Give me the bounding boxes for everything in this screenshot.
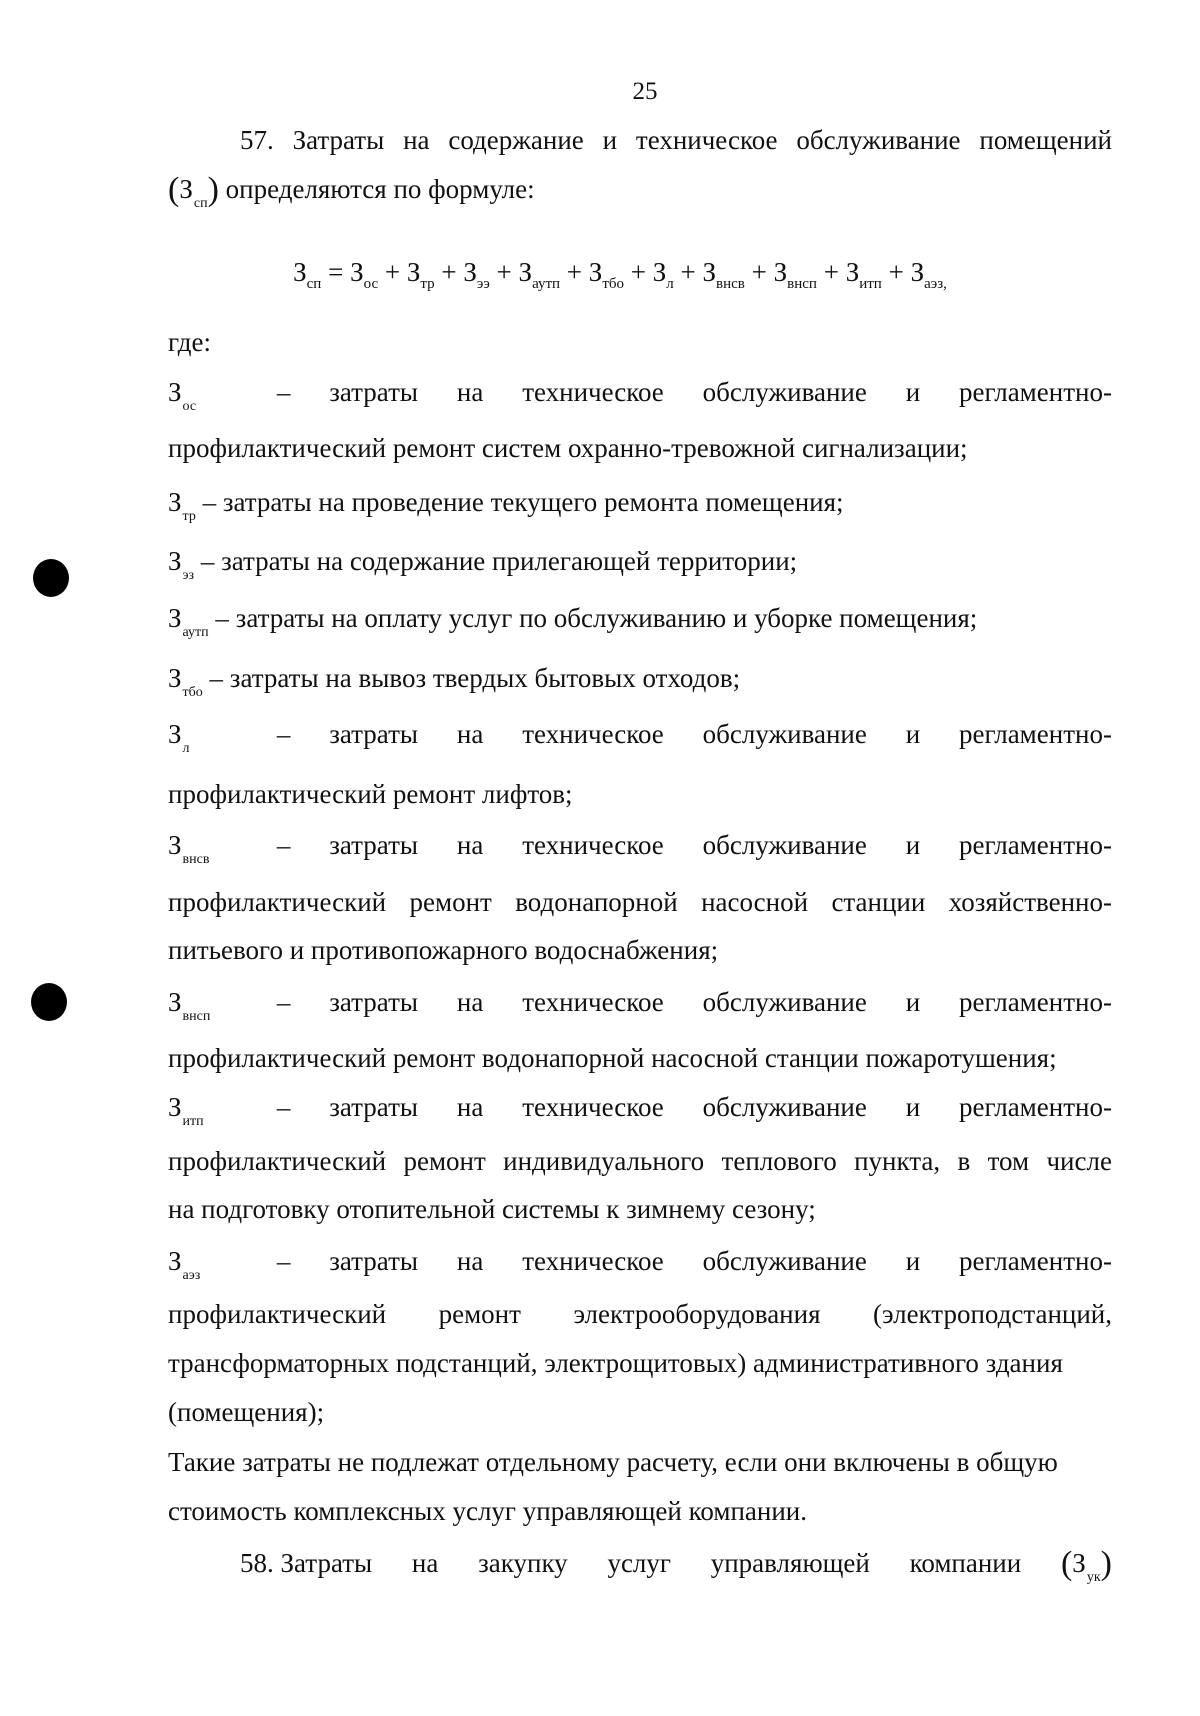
word: электрооборудования [573,1299,821,1329]
formula-plus: + [441,257,457,287]
word: станции [831,887,926,917]
word: числе [1046,1146,1112,1176]
formula-term-sub: внсп [787,276,817,292]
word: на [456,1246,484,1276]
definition-symbol: З [168,487,182,517]
word: закупку [478,1548,568,1578]
formula-plus: + [496,257,512,287]
definition-symbol: $З_{итп}$ [168,1092,204,1129]
paren-open: ( [168,171,180,208]
formula-term-sub: тр [420,276,435,292]
paren-close: ) [207,171,219,208]
word: затраты [329,987,419,1017]
formula-lhs-sub: сп [306,276,322,292]
definition-ez [168,543,1112,585]
word: ремонт [438,1299,521,1329]
definition-vnsp-cont: профилактический ремонт водонапорной насосной станции пожаротушения; [168,1043,1057,1073]
word: техническое [522,1246,664,1276]
word: ремонт [403,1146,486,1176]
word: в [957,1146,971,1176]
word: техническое [522,1092,664,1122]
definition-aez-cont [168,1296,1112,1332]
where-label: где: [168,327,211,357]
word: техническое [522,719,664,749]
definition-text: – затраты на содержание прилегающей территории; [200,546,798,576]
dash: – [276,987,291,1017]
formula-term: З [518,257,533,287]
formula-term-sub: внсв [716,276,745,292]
definition-l [168,716,1112,758]
word: профилактический [168,887,387,917]
formula-term: З [350,257,364,287]
word: 58. Затраты [240,1548,373,1578]
word: техническое [522,377,664,407]
word: и [905,830,921,860]
formula-term-sub: ээ [476,276,490,292]
paragraph-57-line1: 57. Затраты на содержание и техническое обслуживание помещений [240,125,1112,155]
word: услуг [607,1548,671,1578]
formula-plus: + [680,257,696,287]
word: и [905,1092,921,1122]
definition-tr [168,484,1112,526]
word: пункта, [854,1146,941,1176]
word: теплового [721,1146,837,1176]
word: индивидуального [503,1146,705,1176]
symbol-z-uk: $(З_{ук})$ [1060,1545,1112,1585]
definition-itp [168,1089,1112,1131]
definition-symbol: З [168,603,182,633]
formula-term: З [652,257,667,287]
punch-hole-mark [31,983,67,1021]
definition-text: – затраты на проведение текущего ремонта помещения; [202,487,844,517]
formula-plus: + [823,257,839,287]
definition-os-cont: профилактический ремонт систем охранно-тревожной сигнализации; [168,433,968,463]
definition-vnsv-cont2: питьевого и противопожарного водоснабжения; [168,935,719,965]
formula-lhs: З [293,257,307,287]
formula-term: З [588,257,603,287]
formula-term: З [910,257,925,287]
word: регламентно- [959,1246,1112,1276]
definition-symbol: $З_{внсв}$ [168,830,210,867]
punch-hole-mark [33,559,69,597]
formula-term: З [845,257,860,287]
definition-subscript: тр [182,509,196,524]
word: затраты [329,1092,419,1122]
word: обслуживание [702,987,867,1017]
definition-symbol: З [168,663,182,693]
formula-term-sub: итп [859,276,882,292]
formula-plus: + [566,257,583,287]
word: обслуживание [702,1092,867,1122]
word: ремонт [409,887,492,917]
formula-term-sub: ос [363,276,379,292]
definition-aez-cont3: (помещения); [168,1397,325,1427]
note-line2: стоимость комплексных услуг управляющей компании. [168,1496,807,1526]
definition-vnsv [168,827,1112,869]
dash: – [276,719,291,749]
note-line1: Такие затраты не подлежат отдельному расчету, если они включены в общую [168,1447,1058,1477]
word: обслуживание [702,377,867,407]
page-number: 25 [632,78,658,105]
definition-text: – затраты на вывоз твердых бытовых отходов; [209,663,741,693]
definition-autp [168,600,1112,642]
word: обслуживание [702,1246,867,1276]
word: техническое [522,830,664,860]
word: техническое [522,987,664,1017]
definition-symbol: $З_{внсп}$ [168,987,211,1024]
paragraph-57-line2 [168,170,1112,213]
word: на [456,377,484,407]
definition-symbol: З [168,546,182,576]
word: регламентно- [959,377,1112,407]
formula-term: З [463,257,477,287]
word: профилактический [168,1299,387,1329]
word: и [905,1246,921,1276]
definition-subscript: аутп [182,625,209,640]
word: водонапорной [515,887,678,917]
formula-end: , [943,276,947,292]
dash: – [276,1092,291,1122]
word: на [456,719,484,749]
word: (электроподстанций, [873,1299,1112,1329]
formula-term-sub: аэз [924,276,944,292]
word: том [987,1146,1030,1176]
formula-term: З [406,257,421,287]
formula-plus: + [751,257,767,287]
dash: – [276,1246,291,1276]
dash: – [276,830,291,860]
definition-symbol: $З_{ос}$ [168,377,197,414]
word: затраты [329,377,419,407]
formula-equals: = [328,257,344,287]
formula-term: З [702,257,717,287]
formula-term-sub: л [666,276,674,292]
formula-plus: + [888,257,904,287]
definition-tbo [168,660,1112,702]
definition-symbol: $З_л$ [168,719,190,756]
definition-subscript: эз [182,568,195,583]
word: на [456,830,484,860]
formula-plus: + [630,257,646,287]
definition-itp-cont2: на подготовку отопительной системы к зимнему сезону; [168,1194,816,1224]
definition-l-cont: профилактический ремонт лифтов; [168,779,573,809]
word: компании [909,1548,1022,1578]
dash: – [276,377,291,407]
definition-os [168,374,1112,416]
subscript: сп [193,196,208,211]
cost-formula [0,257,1200,292]
word: управляющей [710,1548,870,1578]
symbol-z: З [179,174,193,204]
definition-text: – затраты на оплату услуг по обслуживанию и уборке помещения; [215,603,978,633]
definition-aez [168,1243,1112,1285]
formula-term-sub: тбо [602,276,624,292]
word: насосной [701,887,809,917]
formula-plus: + [384,257,401,287]
word: затраты [329,830,419,860]
definition-vnsv-cont [168,884,1112,920]
word: и [905,719,921,749]
definition-vnsp [168,984,1112,1026]
paragraph-57-tail: определяются по формуле: [225,174,535,204]
definition-itp-cont [168,1143,1112,1179]
definition-symbol: $З_{аэз}$ [168,1246,201,1283]
word: регламентно- [959,1092,1112,1122]
word: регламентно- [959,830,1112,860]
word: обслуживание [702,830,867,860]
word: на [456,987,484,1017]
paragraph-58 [240,1544,1112,1587]
word: на [411,1548,439,1578]
word: регламентно- [959,719,1112,749]
word: хозяйственно- [948,887,1112,917]
word: регламентно- [959,987,1112,1017]
word: и [905,987,921,1017]
word: обслуживание [702,719,867,749]
formula-term-sub: аутп [532,276,561,292]
word: на [456,1092,484,1122]
formula-term: З [773,257,788,287]
word: затраты [329,719,419,749]
word: затраты [329,1246,419,1276]
definition-aez-cont2: трансформаторных подстанций, электрощитовых) административного здания [168,1348,1063,1378]
word: и [905,377,921,407]
definition-subscript: тбо [182,685,203,700]
word: профилактический [168,1146,387,1176]
